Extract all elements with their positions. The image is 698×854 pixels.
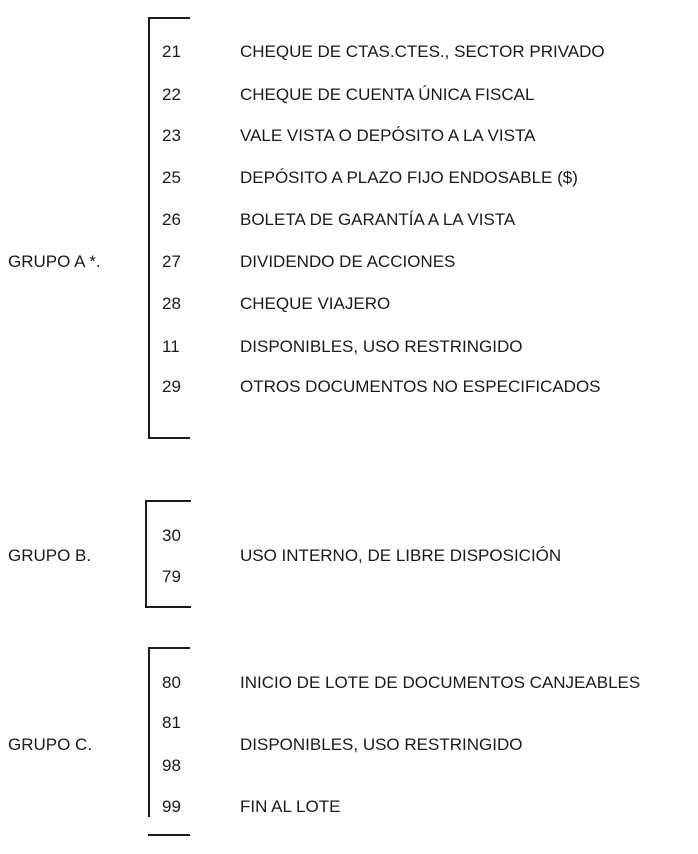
group-c-bracket-top	[148, 647, 190, 649]
group-b-code: 30	[162, 526, 181, 545]
group-c-label: GRUPO C.	[8, 735, 93, 754]
group-b-description: USO INTERNO, DE LIBRE DISPOSICIÓN	[240, 546, 562, 565]
group-a-code: 23	[162, 126, 181, 145]
group-a-bracket-top	[148, 17, 190, 19]
group-a-code: 11	[162, 337, 180, 356]
group-c-bracket-bottom	[148, 834, 190, 836]
group-a-code: 29	[162, 377, 181, 396]
group-a-description: DISPONIBLES, USO RESTRINGIDO	[240, 337, 523, 356]
group-c-code: 81	[162, 713, 181, 732]
group-a-description: CHEQUE DE CTAS.CTES., SECTOR PRIVADO	[240, 42, 605, 61]
group-c-description: FIN AL LOTE	[240, 797, 341, 816]
group-c-description: INICIO DE LOTE DE DOCUMENTOS CANJEABLES	[240, 673, 641, 692]
group-a-description: DEPÓSITO A PLAZO FIJO ENDOSABLE ($)	[240, 168, 578, 187]
group-c-description: DISPONIBLES, USO RESTRINGIDO	[240, 735, 523, 754]
group-a-description: DIVIDENDO DE ACCIONES	[240, 252, 456, 271]
group-b-label: GRUPO B.	[8, 546, 92, 565]
group-a-bracket-bottom	[148, 437, 190, 439]
group-b-bracket-bottom	[145, 606, 191, 608]
group-a-description: CHEQUE DE CUENTA ÚNICA FISCAL	[240, 85, 535, 104]
group-a-code: 27	[162, 252, 181, 271]
group-a-description: OTROS DOCUMENTOS NO ESPECIFICADOS	[240, 377, 601, 396]
group-a-code: 25	[162, 168, 181, 187]
group-c-code: 98	[162, 756, 181, 775]
group-a-code: 28	[162, 294, 181, 313]
group-a-code: 26	[162, 210, 181, 229]
group-a-bracket-vertical	[148, 17, 150, 439]
group-c-code: 99	[162, 797, 181, 816]
group-b-code: 79	[162, 567, 181, 586]
group-a-label: GRUPO A *.	[8, 252, 101, 271]
group-a-description: BOLETA DE GARANTÍA A LA VISTA	[240, 210, 516, 229]
group-a-description: VALE VISTA O DEPÓSITO A LA VISTA	[240, 126, 536, 145]
group-c-code: 80	[162, 673, 181, 692]
group-b-bracket-top	[145, 500, 191, 502]
group-a-code: 22	[162, 85, 181, 104]
group-c-bracket-vertical	[148, 647, 150, 817]
group-a-description: CHEQUE VIAJERO	[240, 294, 391, 313]
group-b-bracket-vertical	[145, 500, 147, 608]
group-a-code: 21	[162, 42, 181, 61]
